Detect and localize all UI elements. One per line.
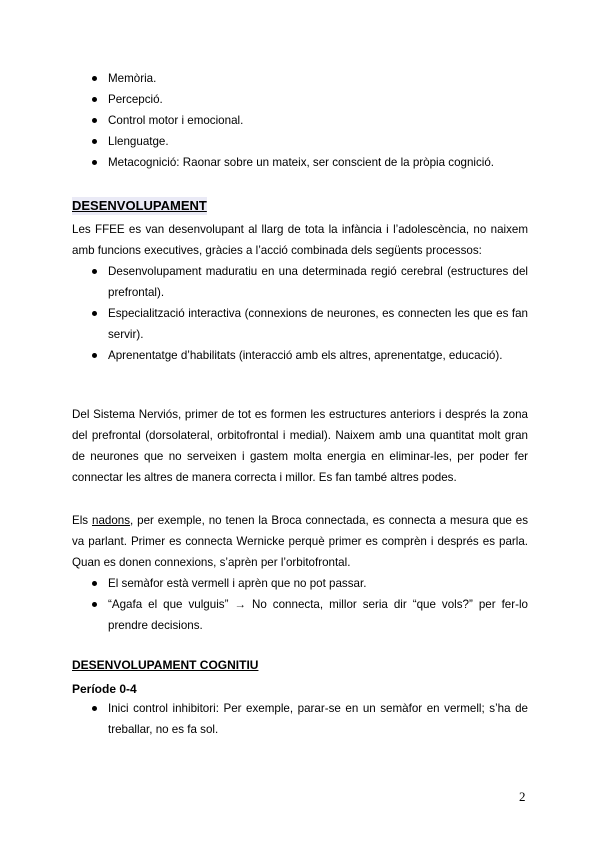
heading-desenvolupament-cognitiu: DESENVOLUPAMENT COGNITIU [72,658,259,672]
processes-list [72,261,528,366]
cognitive-functions-list [72,68,528,173]
section-heading [72,656,258,674]
list-item: “Agafa el que vulguis” → No connecta, millor seria dir “que vols?” per fer-lo prendre decisions. [72,594,528,636]
period-subheading: Període 0-4 [72,682,137,696]
list-item: El semàfor està vermell i aprèn que no pot passar. [72,573,528,594]
heading-desenvolupament: DESENVOLUPAMENT [72,198,207,213]
section-heading [72,197,207,215]
list-item: Control motor i emocional. [72,110,528,131]
list-item: Memòria. [72,68,528,89]
intro-paragraph: Les FFEE es van desenvolupant al llarg de tota la infància i l’adolescència, no naixem amb funcions executives, gràcies a l’acció combinada dels següents processos: [72,223,528,257]
newborn-block [72,510,528,636]
list-item: Llenguatge. [72,131,528,152]
period-list [72,698,528,740]
list-item: Desenvolupament maduratiu en una determinada regió cerebral (estructures del prefrontal). [72,261,528,303]
list-item: Metacognició: Raonar sobre un mateix, ser conscient de la pròpia cognició. [72,152,528,173]
underlined-word: nadons [92,514,131,527]
paragraph-rest: , per exemple, no tenen la Broca connectada, es connecta a mesura que es va parlant. Primer es connecta Wernicke perquè primer es comprèn i després es parla. Quan es donen connexions, s’aprèn per l’orbitofrontal. [72,514,529,569]
list-item: Inici control inhibitori: Per exemple, parar-se en un semàfor en vermell; s’ha de treballar, no es fa sol. [72,698,528,740]
section-body [72,219,528,366]
newborn-paragraph [72,510,528,573]
nervous-system-paragraph: Del Sistema Nerviós, primer de tot es formen les estructures anteriors i després la zona del prefrontal (dorsolateral, orbitofrontal i medial). Naixem amb una quantitat molt gran de neurones que no serveixen i gastem molta energia en eliminar-les, per poder fer connectar les altres de manera correcta i millor. Es fan també altres podes. [72,408,528,484]
list-item: Especialització interactiva (connexions de neurones, es connecten les que es fan servir). [72,303,528,345]
page-number: 2 [519,789,526,804]
paragraph-start: Els [72,514,92,527]
list-item: Percepció. [72,89,528,110]
list-item: Aprenentatge d’habilitats (interacció amb els altres, aprenentatge, educació). [72,345,528,366]
examples-list [72,573,528,636]
